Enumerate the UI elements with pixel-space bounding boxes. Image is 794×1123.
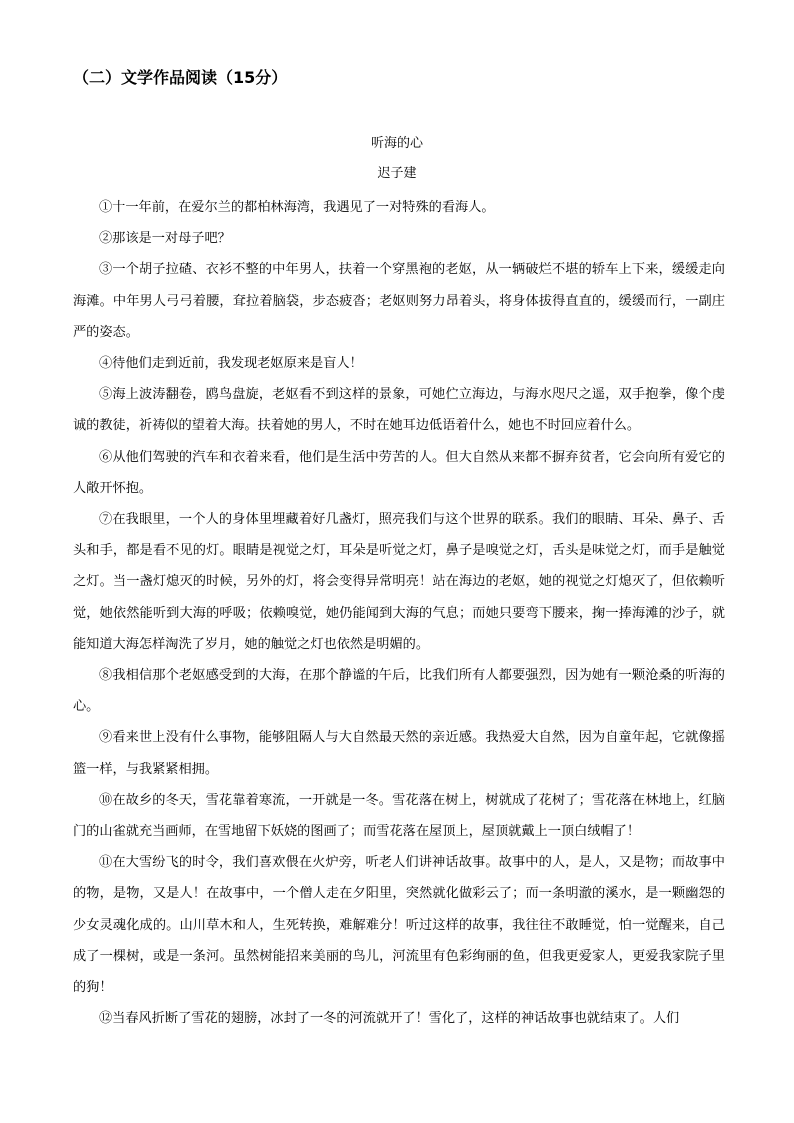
article-author: 迟子建 bbox=[377, 166, 417, 181]
paragraph-10: ⑩在故乡的冬天，雪花靠着寒流，一开就是一冬。雪花落在树上，树就成了花树了；雪花落在林地上，红脑门的山雀就充当画师，在雪地留下妖娆的图画了；而雪花落在屋顶上，屋顶就戴上一顶白绒帽了！ bbox=[73, 792, 725, 840]
paragraph-3: ③一个胡子拉碴、衣衫不整的中年男人，扶着一个穿黑袍的老妪，从一辆破烂不堪的轿车上下来，缓缓走向海滩。中年男人弓弓着腰，耷拉着脑袋，步态疲沓；老妪则努力昂着头，将身体拔得直直的，缓缓而行，一副庄严的姿态。 bbox=[73, 262, 725, 340]
paragraph-12: ⑫当春风折断了雪花的翅膀，冰封了一冬的河流就开了！雪化了，这样的神话故事也就结束了。人们 bbox=[99, 1011, 680, 1027]
paragraph-4: ④待他们走到近前，我发现老妪原来是盲人！ bbox=[99, 356, 363, 372]
paragraph-11: ⑪在大雪纷飞的时令，我们喜欢偎在火炉旁，听老人们讲神话故事。故事中的人，是人，又是物；而故事中的物，是物，又是人！在故事中，一个僧人走在夕阳里，突然就化做彩云了；而一条明澈的溪水，是一颗幽怨的少女灵魂化成的。山川草木和人，生死转换，难解难分！听过这样的故事，我往往不敢睡觉，怕一觉醒来，自己成了一棵树，或是一条河。虽然树能招来美丽的鸟儿，河流里有色彩绚丽的鱼，但我更爱家人，更爱我家院子里的狗！ bbox=[73, 855, 725, 996]
section-heading: （二）文学作品阅读（15分） bbox=[73, 68, 288, 87]
paragraph-2: ②那该是一对母子吧？ bbox=[99, 231, 231, 247]
paragraph-6: ⑥从他们驾驶的汽车和衣着来看，他们是生活中劳苦的人。但大自然从来都不摒弃贫者，它会向所有爱它的人敞开怀抱。 bbox=[73, 449, 725, 496]
paragraph-8: ⑧我相信那个老妪感受到的大海，在那个静谧的午后，比我们所有人都要强烈，因为她有一颗沧桑的听海的心。 bbox=[73, 668, 725, 715]
article-title: 听海的心 bbox=[370, 136, 423, 151]
article-body bbox=[73, 192, 725, 1034]
paragraph-7: ⑦在我眼里，一个人的身体里埋藏着好几盏灯，照亮我们与这个世界的联系。我们的眼睛、耳朵、鼻子、舌头和手，都是看不见的灯。眼睛是视觉之灯，耳朵是听觉之灯，鼻子是嗅觉之灯，舌头是味觉之灯，而手是触觉之灯。当一盏灯熄灭的时候，另外的灯，将会变得异常明亮！站在海边的老妪，她的视觉之灯熄灭了，但依赖听觉，她依然能听到大海的呼吸；依赖嗅觉，她仍能闻到大海的气息；而她只要弯下腰来，掬一捧海滩的沙子，就能知道大海怎样淘洗了岁月，她的触觉之灯也依然是明媚的。 bbox=[73, 512, 725, 652]
paragraph-1: ①十一年前，在爱尔兰的都柏林海湾，我遇见了一对特殊的看海人。 bbox=[99, 200, 495, 215]
paragraph-5: ⑤海上波涛翻卷，鸥鸟盘旋，老妪看不到这样的景象，可她伫立海边，与海水咫尺之遥，双手抱拳，像个虔诚的教徒，祈祷似的望着大海。扶着她的男人，不时在她耳边低语着什么，她也不时回应着什么。 bbox=[73, 387, 725, 434]
paragraph-9: ⑨看来世上没有什么事物，能够阻隔人与大自然最天然的亲近感。我热爱大自然，因为自童年起，它就像摇篮一样，与我紧紧相拥。 bbox=[73, 730, 725, 777]
